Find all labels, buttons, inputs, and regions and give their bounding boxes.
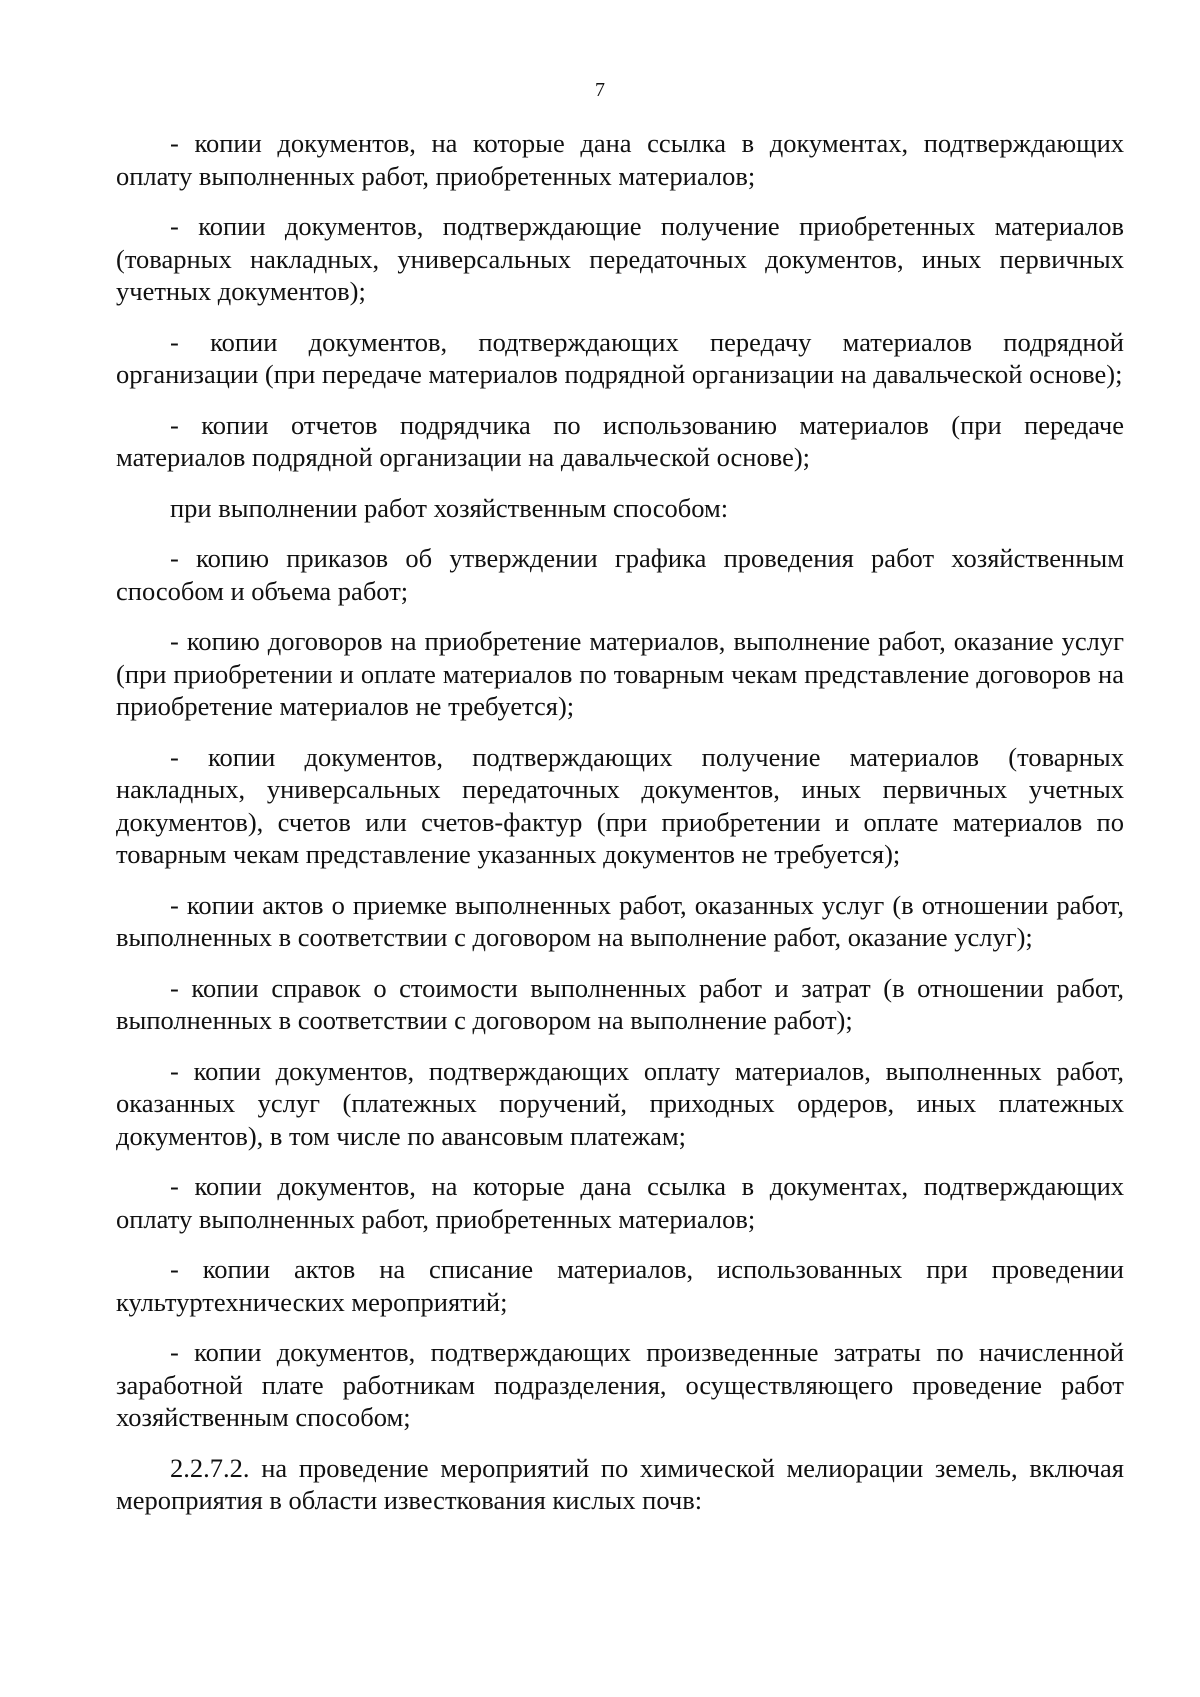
- page-number: 7: [595, 79, 605, 101]
- paragraph-3: - копии документов, подтверждающих передачу материалов подрядной организации (при передаче материалов подрядной организации на давальческой основе);: [116, 326, 1124, 389]
- paragraph-9: - копии актов о приемке выполненных работ, оказанных услуг (в отношении работ, выполненных в соответствии с договором на выполнение работ, оказание услуг);: [116, 889, 1124, 952]
- document-body: [116, 127, 1124, 1535]
- paragraph-5: при выполнении работ хозяйственным способом:: [170, 492, 729, 523]
- paragraph-4: - копии отчетов подрядчика по использованию материалов (при передаче материалов подрядной организации на давальческой основе);: [116, 409, 1124, 472]
- paragraph-2: - копии документов, подтверждающие получение приобретенных материалов (товарных накладных, универсальных передаточных документов, иных первичных учетных документов);: [116, 211, 1124, 306]
- paragraph-15: 2.2.7.2. на проведение мероприятий по химической мелиорации земель, включая мероприятия в области известкования кислых почв:: [116, 1452, 1124, 1515]
- paragraph-7: - копию договоров на приобретение материалов, выполнение работ, оказание услуг (при приобретении и оплате материалов по товарным чекам представление договоров на приобретение материалов не требуется);: [116, 626, 1124, 721]
- paragraph-11: - копии документов, подтверждающих оплату материалов, выполненных работ, оказанных услуг (платежных поручений, приходных ордеров, иных платежных документов), в том числе по авансовым платежам;: [116, 1055, 1124, 1151]
- paragraph-12: - копии документов, на которые дана ссылка в документах, подтверждающих оплату выполненных работ, приобретенных материалов;: [116, 1171, 1124, 1234]
- paragraph-8: - копии документов, подтверждающих получение материалов (товарных накладных, универсальных передаточных документов, иных первичных учетных документов), счетов или счетов-фактур (при приобретении и оплате материалов по товарным чекам представление указанных документов не требуется);: [116, 741, 1124, 869]
- paragraph-14: - копии документов, подтверждающих произведенные затраты по начисленной заработной плате работникам подразделения, осуществляющего проведение работ хозяйственным способом;: [116, 1337, 1124, 1432]
- paragraph-6: - копию приказов об утверждении графика проведения работ хозяйственным способом и объема работ;: [116, 543, 1124, 606]
- paragraph-13: - копии актов на списание материалов, использованных при проведении культуртехнических мероприятий;: [116, 1254, 1124, 1317]
- paragraph-1: - копии документов, на которые дана ссылка в документах, подтверждающих оплату выполненных работ, приобретенных материалов;: [116, 128, 1124, 191]
- paragraph-10: - копии справок о стоимости выполненных работ и затрат (в отношении работ, выполненных в соответствии с договором на выполнение работ);: [116, 972, 1124, 1035]
